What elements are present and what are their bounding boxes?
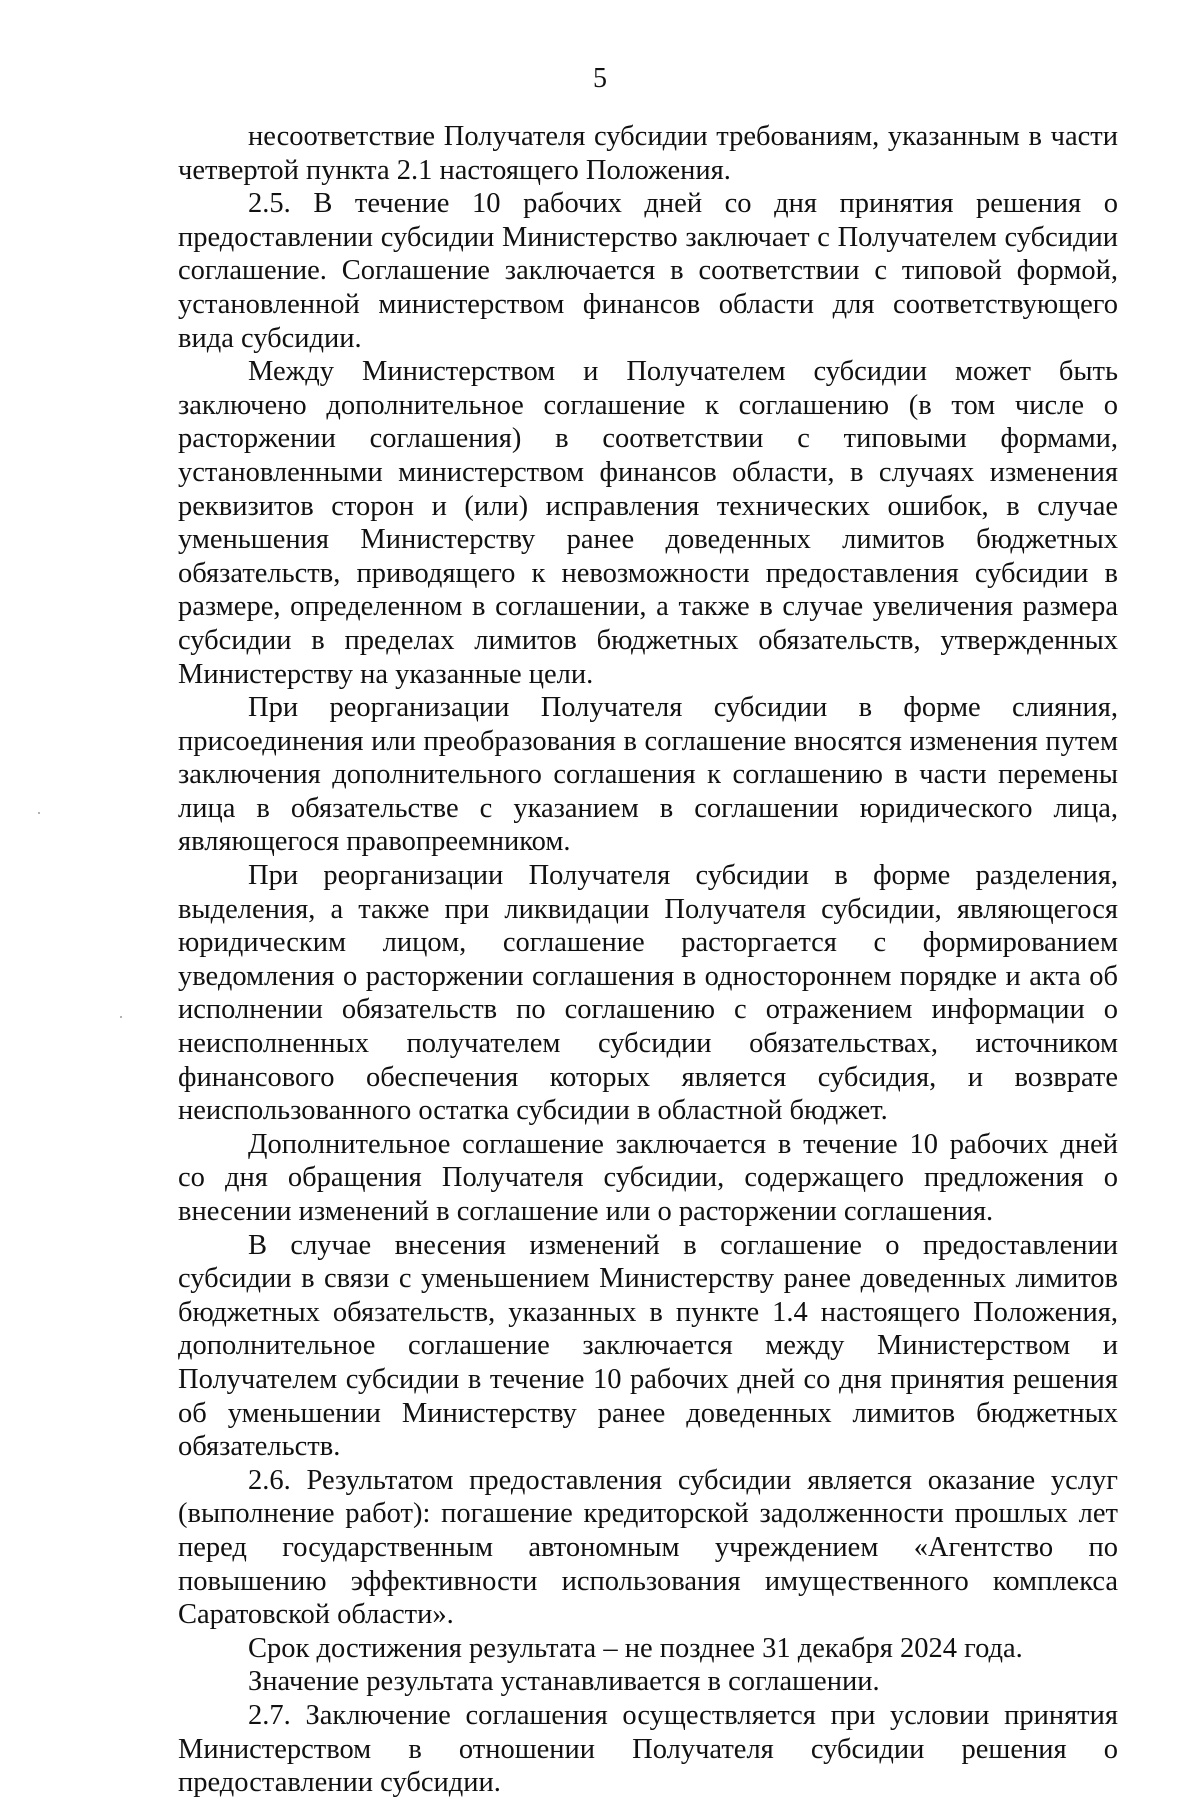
paragraph-reorganization-merger: При реорганизации Получателя субсидии в форме слияния, присоединения или преобразования в соглашение вносятся изменения путем заключения дополнительного соглашения к соглашению в части перемены лица в обязательстве с указанием в соглашении юридического лица, являющегося правопреемником. <box>178 692 1118 858</box>
paragraph-recipient-noncompliance: несоответствие Получателя субсидии требованиям, указанным в части четвертой пункта 2.1 настоящего Положения. <box>178 121 1118 186</box>
paragraph-result-deadline: Срок достижения результата – не позднее 31 декабря 2024 года. <box>248 1632 1023 1664</box>
paragraph-additional-agreement: Между Министерством и Получателем субсидии может быть заключено дополнительное соглашение к соглашению (в том числе о расторжении соглашения) в соответствии с типовыми формами, установленными министерством финансов области, в случаях изменения реквизитов сторон и (или) исправления технических ошибок, в случае уменьшения Министерству ранее доведенных лимитов бюджетных обязательств, приводящего к невозможности предоставления субсидии в размере, определенном в соглашении, а также в случае увеличения размера субсидии в пределах лимитов бюджетных обязательств, утвержденных Министерству на указанные цели. <box>178 356 1118 690</box>
paragraph-2-6-result: 2.6. Результатом предоставления субсидии является оказание услуг (выполнение работ): погашение кредиторской задолженности прошлых лет перед государственным автономным учреждением «Агентство по повышению эффективности использования имущественного комплекса Саратовской области». <box>178 1464 1118 1631</box>
document-body <box>178 120 1118 1800</box>
page-number: 5 <box>593 63 607 94</box>
scan-speck <box>38 812 40 814</box>
paragraph-2-7-agreement-condition: 2.7. Заключение соглашения осуществляется при условии принятия Министерством в отношении Получателя субсидии решения о предоставлении субсидии. <box>178 1699 1118 1799</box>
paragraph-reorganization-division: При реорганизации Получателя субсидии в форме разделения, выделения, а также при ликвидации Получателя субсидии, являющегося юридическим лицом, соглашение расторгается с формированием уведомления о расторжении соглашения в одностороннем порядке и акта об исполнении обязательств по соглашению с отражением информации о неисполненных получателем субсидии обязательствах, источником финансового обеспечения которых является субсидия, и возврате неиспользованного остатка субсидии в областной бюджет. <box>178 860 1118 1127</box>
paragraph-additional-agreement-term: Дополнительное соглашение заключается в течение 10 рабочих дней со дня обращения Получателя субсидии, содержащего предложения о внесении изменений в соглашение или о расторжении соглашения. <box>178 1128 1118 1227</box>
paragraph-result-value: Значение результата устанавливается в соглашении. <box>248 1666 880 1698</box>
paragraph-limit-reduction: В случае внесения изменений в соглашение о предоставлении субсидии в связи с уменьшением Министерству ранее доведенных лимитов бюджетных обязательств, указанных в пункте 1.4 настоящего Положения, дополнительное соглашение заключается между Министерством и Получателем субсидии в течение 10 рабочих дней со дня принятия решения об уменьшении Министерству ранее доведенных лимитов бюджетных обязательств. <box>178 1229 1118 1463</box>
scan-speck <box>120 1016 122 1018</box>
paragraph-2-5-agreement-conclusion: 2.5. В течение 10 рабочих дней со дня принятия решения о предоставлении субсидии Министерство заключает с Получателем субсидии соглашение. Соглашение заключается в соответствии с типовой формой, установленной министерством финансов области для соответствующего вида субсидии. <box>178 188 1118 354</box>
